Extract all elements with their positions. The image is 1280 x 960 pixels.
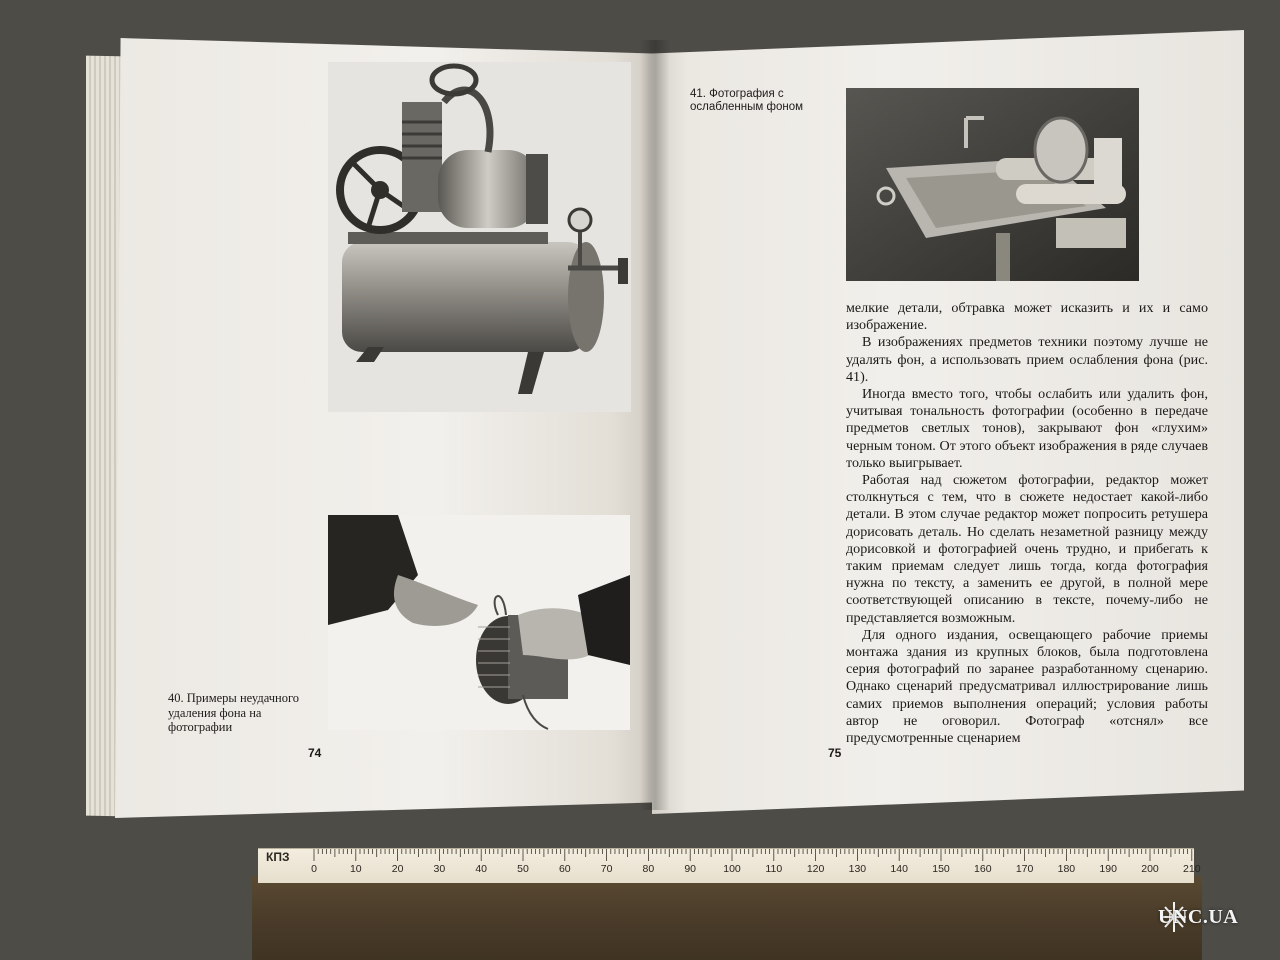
hands-brush-photo	[328, 515, 630, 730]
paragraph: В изображениях предметов техники поэтому лучше не удалять фон, а использовать прием ослабления фона (рис. 41).	[846, 334, 1208, 385]
page-number-right: 75	[828, 746, 842, 760]
figure-41-caption: 41. Фотография с ослабленным фоном	[690, 88, 804, 113]
ruler-label: 200	[1141, 863, 1159, 875]
paragraph: мелкие детали, обтравка может исказить и их и само изображение.	[846, 300, 1208, 334]
ruler-label: 40	[475, 863, 488, 875]
paragraph: Работая над сюжетом фотографии, редактор может столкнуться с тем, что в сюжете недостает какой-либо детали. В этом случае редактор может попросить ретушера дорисовать деталь. Но сделать незаметной разницу между дорисовкой и фотографией очень трудно, и прибегать к таким приемам следует лишь тогда, когда фотография нужна по тексту, а заменить ее другой, в полной мере соответствующей описанию в тексте, почему-либо не представляется возможным.	[846, 472, 1208, 626]
paragraph: Иногда вместо того, чтобы ослабить или удалить фон, учитывая тональность фотографии (особенно в передаче предметов светлых тонов), закрывают фон «глухим» черным тоном. От этого объект изображения в ряде случаев только выигрывает.	[846, 386, 1208, 471]
page-number-left: 74	[308, 746, 322, 760]
wooden-ruler	[252, 876, 1202, 960]
ruler-label: 110	[765, 863, 783, 875]
ruler-label: 190	[1099, 863, 1117, 875]
ruler-label: 20	[391, 863, 404, 875]
paragraph: Для одного издания, освещающего рабочие приемы монтажа здания из крупных блоков, была подготовлена серия фотографий по заранее разработанному сценарию. Однако сценарий предусматривал иллюстрирование лишь самих приемов выполнения операций; условия работы автор не оговорил. Фотограф «отснял» все предусмотренные сценарием	[846, 626, 1208, 747]
ruler-label: 90	[684, 863, 697, 875]
right-page-body-text	[846, 300, 1208, 747]
ruler-label: 0	[311, 863, 317, 875]
ruler-label: 120	[806, 863, 825, 875]
ruler-label: 50	[517, 863, 529, 875]
book-gutter	[640, 40, 670, 810]
ruler-label: 180	[1057, 863, 1076, 875]
ruler-label: 10	[349, 863, 362, 875]
ruler-label: 130	[848, 863, 867, 875]
ruler-label: 70	[600, 863, 613, 875]
ruler-brand-mark: КПЗ	[266, 850, 290, 864]
ruler-label: 140	[890, 863, 908, 875]
ruler-label: 60	[558, 863, 571, 875]
watermark-text: UNC.UA	[1158, 906, 1239, 928]
machine-photo	[846, 88, 1139, 281]
ruler-label: 80	[642, 863, 655, 875]
ruler-label: 160	[974, 863, 992, 875]
ruler-label: 150	[932, 863, 950, 875]
ruler-label: 210	[1183, 863, 1201, 875]
ruler-label: 170	[1015, 863, 1034, 875]
figure-40-caption: 40. Примеры неудачного удаления фона на фотографии	[168, 691, 300, 734]
ruler-label: 100	[723, 863, 741, 875]
ruler-label: 30	[433, 863, 446, 875]
compressor-photo	[328, 62, 631, 412]
